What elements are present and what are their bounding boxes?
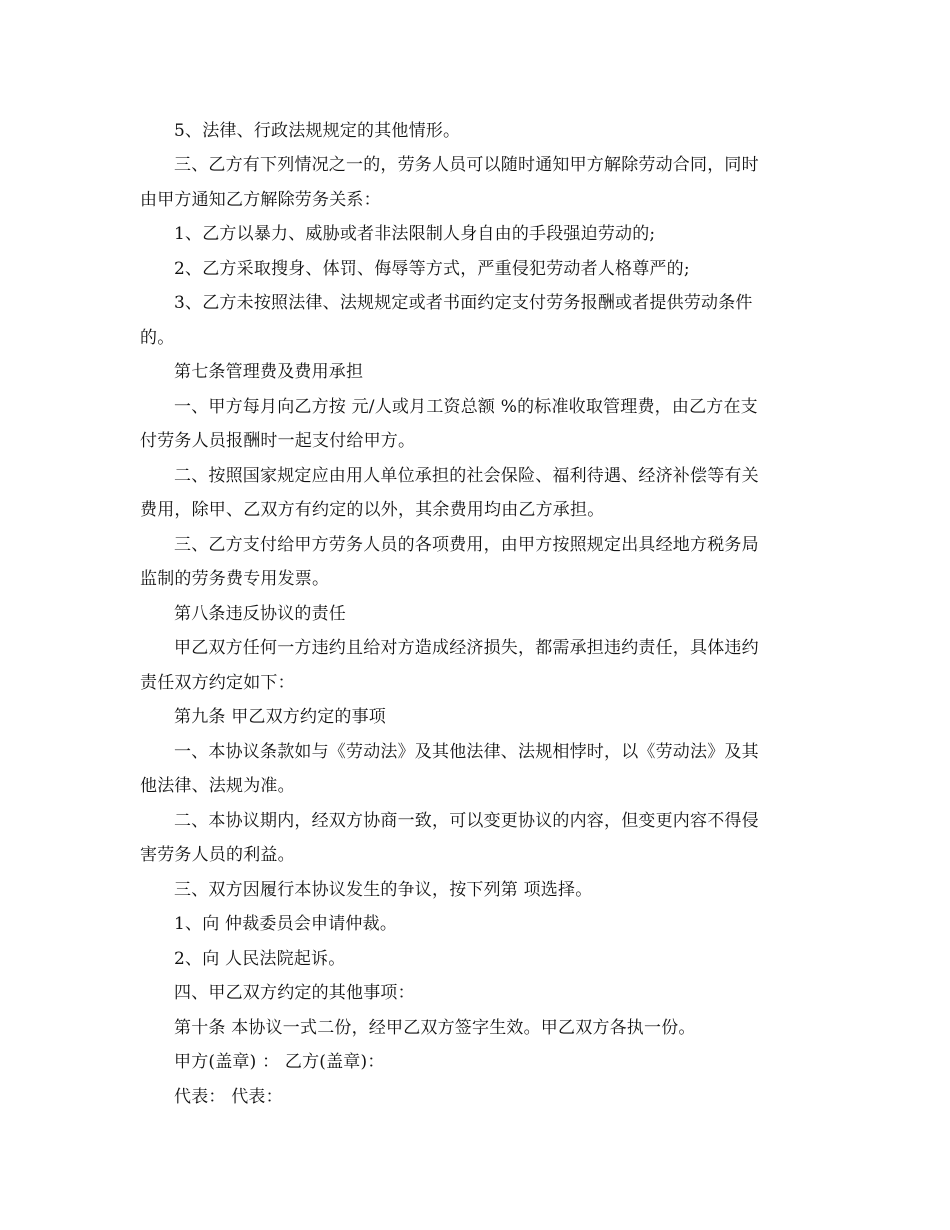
text-line: 2、向 人民法院起诉。 [174,949,346,969]
text-line: 三、乙方支付给甲方劳务人员的各项费用，由甲方按照规定出具经地方税务局 [174,535,759,555]
text-line: 二、按照国家规定应由用人单位承担的社会保险、福利待遇、经济补偿等有关 [174,466,759,486]
text-line: 监制的劳务费专用发票。 [140,569,330,589]
text-line: 付劳务人员报酬时一起支付给甲方。 [140,431,416,451]
text-line: 3、乙方未按照法律、法规规定或者书面约定支付劳务报酬或者提供劳动条件 [174,293,753,313]
text-line: 一、甲方每月向乙方按 元/人或月工资总额 %的标准收取管理费，由乙方在支 [174,397,758,417]
text-line: 的。 [140,328,175,348]
section-heading: 第八条违反协议的责任 [174,604,346,624]
representative-line: 代表： 代表： [174,1087,283,1107]
text-line: 一、本协议条款如与《劳动法》及其他法律、法规相悖时，以《劳动法》及其 [174,742,759,762]
section-heading: 第十条 本协议一式二份，经甲乙双方签字生效。甲乙双方各执一份。 [174,1018,696,1038]
text-line: 三、乙方有下列情况之一的，劳务人员可以随时通知甲方解除劳动合同，同时 [174,155,759,175]
text-line: 费用，除甲、乙双方有约定的以外，其余费用均由乙方承担。 [140,500,605,520]
text-line: 四、甲乙双方约定的其他事项： [174,983,415,1003]
text-line: 1、向 仲裁委员会申请仲裁。 [174,914,398,934]
section-heading: 第九条 甲乙双方约定的事项 [174,707,387,727]
text-line: 5、法律、行政法规规定的其他情形。 [174,121,461,141]
text-line: 责任双方约定如下： [140,673,295,693]
text-line: 2、乙方采取搜身、体罚、侮辱等方式，严重侵犯劳动者人格尊严的; [174,259,690,279]
text-line: 二、本协议期内，经双方协商一致，可以变更协议的内容，但变更内容不得侵 [174,811,759,831]
section-heading: 第七条管理费及费用承担 [174,362,364,382]
text-line: 害劳务人员的利益。 [140,845,295,865]
text-line: 1、乙方以暴力、威胁或者非法限制人身自由的手段强迫劳动的; [174,224,656,244]
signature-line: 甲方(盖章) ： 乙方(盖章)： [174,1052,385,1072]
text-line: 甲乙双方任何一方违约且给对方造成经济损失，都需承担违约责任，具体违约 [174,638,759,658]
text-line: 他法律、法规为准。 [140,776,295,796]
text-line: 三、双方因履行本协议发生的争议，按下列第 项选择。 [174,880,593,900]
text-line: 由甲方通知乙方解除劳务关系： [140,190,381,210]
